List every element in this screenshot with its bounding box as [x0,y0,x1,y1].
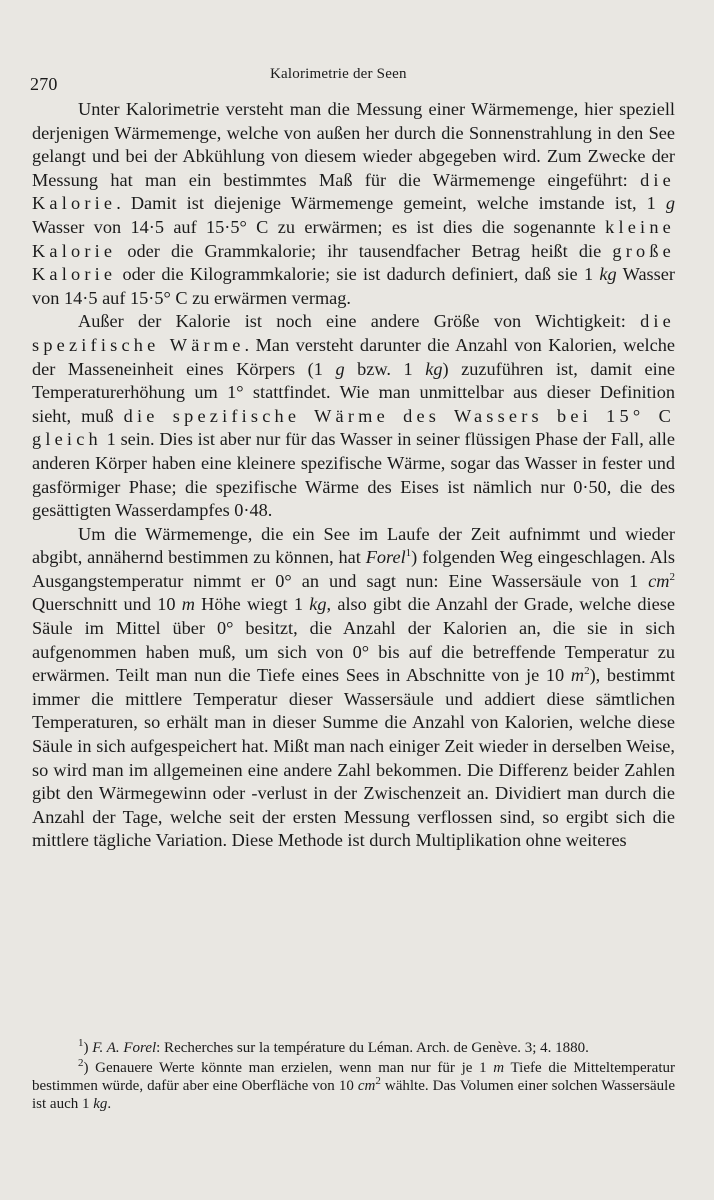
text-run: : Recherches sur la température du Léman. Arch. de Genève. 3; 4. 1880. [156,1040,589,1056]
unit-italic: cm [357,1078,376,1094]
footnotes [32,1039,675,1115]
text-run: ), bestimmt immer die mittlere Temperatur dieser Wassersäule und addiert diese sämtlichen Temperaturen, so erhält man in dieser Summe die Anzahl von Kalorien, welche diese Säule in sich aufgespeichert hat. Mißt man nach einiger Zeit wieder in derselben Weise, so wird man im allgemeinen eine andere Zahl bekommen. Die Differenz beider Zahlen gibt den Wärmegewinn oder -verlust in der Zwischenzeit an. Dividiert man durch die Anzahl der Tage, welche seit der ersten Messung verflossen sind, so ergibt sich die mittlere tägliche Variation. Diese Methode ist durch Multiplikation ohne weiteres [32,665,675,851]
footnote-marker: 1 [405,547,412,560]
unit-italic: m [493,1060,505,1076]
text-run: . Man versteht darunter die Anzahl von Kalorien, welche der Masseneinheit eines Körpers (1 [32,334,675,379]
unit-italic: kg [599,264,617,285]
emphasized-term: die Kalorie [32,169,675,214]
superscript: 2 [669,570,675,583]
text-run: Querschnitt und 10 [32,594,182,615]
main-text [32,98,675,853]
emphasized-term: die spezifische Wärme des Wassers bei 15° C gleich [32,405,675,450]
text-run: bzw. 1 [344,358,426,379]
footnote-number: 2 [78,1057,84,1069]
page-number: 270 [30,74,58,94]
text-run: Wasser von 14·5 auf 15·5° C zu erwärmen vermag. [32,264,675,308]
text-run: oder die Grammkalorie; ihr tausendfacher Betrag heißt die [116,240,613,261]
footnote-marker: 2 [584,665,590,678]
text-run: ) [83,1040,93,1056]
unit-italic: kg [425,358,443,379]
text-run: oder die Kilogrammkalorie; sie ist dadurch definiert, daß sie 1 [116,264,600,285]
text-run: ) Genauere Werte könnte man erzielen, wenn man nur für je 1 [83,1060,494,1076]
text-run: Wasser von 14·5 auf 15·5° C zu erwärmen; es ist dies die sogenannte [32,216,606,237]
text-run: Tiefe die Mitteltemperatur bestimmen würde, dafür aber eine Oberfläche von 10 [32,1060,675,1094]
text-run: wählte. Das Volumen einer solchen Wassersäule ist auch 1 [32,1078,675,1112]
text-run: . Damit ist diejenige Wärmemenge gemeint, welche imstande ist, 1 [116,193,666,214]
unit-italic: m [570,665,585,686]
unit-italic: g [665,193,675,214]
text-run: , also gibt die Anzahl der Grade, welche diese Säule im Mittel über 0° besitzt, die Anzahl der Kalorien an, die sie in sich aufgenommen haben muß, um sich von 0° bis auf die betreffende Temperatur zu erwärmen. Teilt man nun die Tiefe eines Sees in Abschnitte von je 10 [32,594,675,686]
author-name-italic: F. A. Forel [92,1040,157,1056]
superscript: 2 [375,1075,381,1087]
unit-italic: m [181,594,195,615]
unit-italic: kg [309,594,327,615]
text-run: Höhe wiegt 1 [194,594,310,615]
text-run: Um die Wärmemenge, die ein See im Laufe der Zeit aufnimmt und wieder abgibt, annähernd bestimmen zu können, hat [32,523,675,568]
text-run: Unter Kalorimetrie versteht man die Messung einer Wärmemenge, hier speziell derjenigen Wärmemenge, welche von außen her durch die Sonnenstrahlung in den See gelangt und bei der Abkühlung von diesem wieder abgegeben wird. Zum Zwecke der Messung hat man ein bestimmtes Maß für die Wärmemenge eingeführt: [32,99,675,190]
unit-italic: g [335,358,345,379]
footnote-number: 1 [78,1037,84,1049]
footnote-1 [32,1039,675,1057]
text-run: ) folgenden Weg eingeschlagen. Als Ausgangstemperatur nimmt er 0° an und sagt nun: Eine Wassersäule von 1 [32,547,675,591]
emphasized-term: kleine Kalorie [32,216,675,261]
author-name-italic: Forel [365,547,406,568]
paragraph-2 [32,310,675,522]
paragraph-1 [32,98,675,310]
text-run: 1 sein. Dies ist aber nur für das Wasser in seiner flüssigen Phase der Fall, alle anderen Körper haben eine kleinere spezifische Wärme, sogar das Wasser in fester und gasförmiger Phase; die spezifische Wärme des Eises ist nämlich nur 0·50, die des gesättigten Wasserdampfes 0·48. [32,429,675,521]
unit-italic: kg [93,1096,108,1112]
unit-italic: cm [648,570,670,591]
emphasized-term: die spezifische Wärme [32,311,675,355]
emphasized-term: große Kalorie [32,240,675,285]
page-header [30,66,670,94]
text-run: ) zuzuführen ist, damit eine Temperaturerhöhung um 1° stattfindet. Wie man unmittelbar aus dieser Definition sieht, muß [32,358,675,426]
running-head: Kalorimetrie der Seen [270,66,407,82]
text-run: Außer der Kalorie ist noch eine andere Größe von Wichtigkeit: [78,311,641,332]
text-run: . [107,1096,112,1112]
paragraph-3 [32,523,675,853]
footnote-2 [32,1059,675,1113]
